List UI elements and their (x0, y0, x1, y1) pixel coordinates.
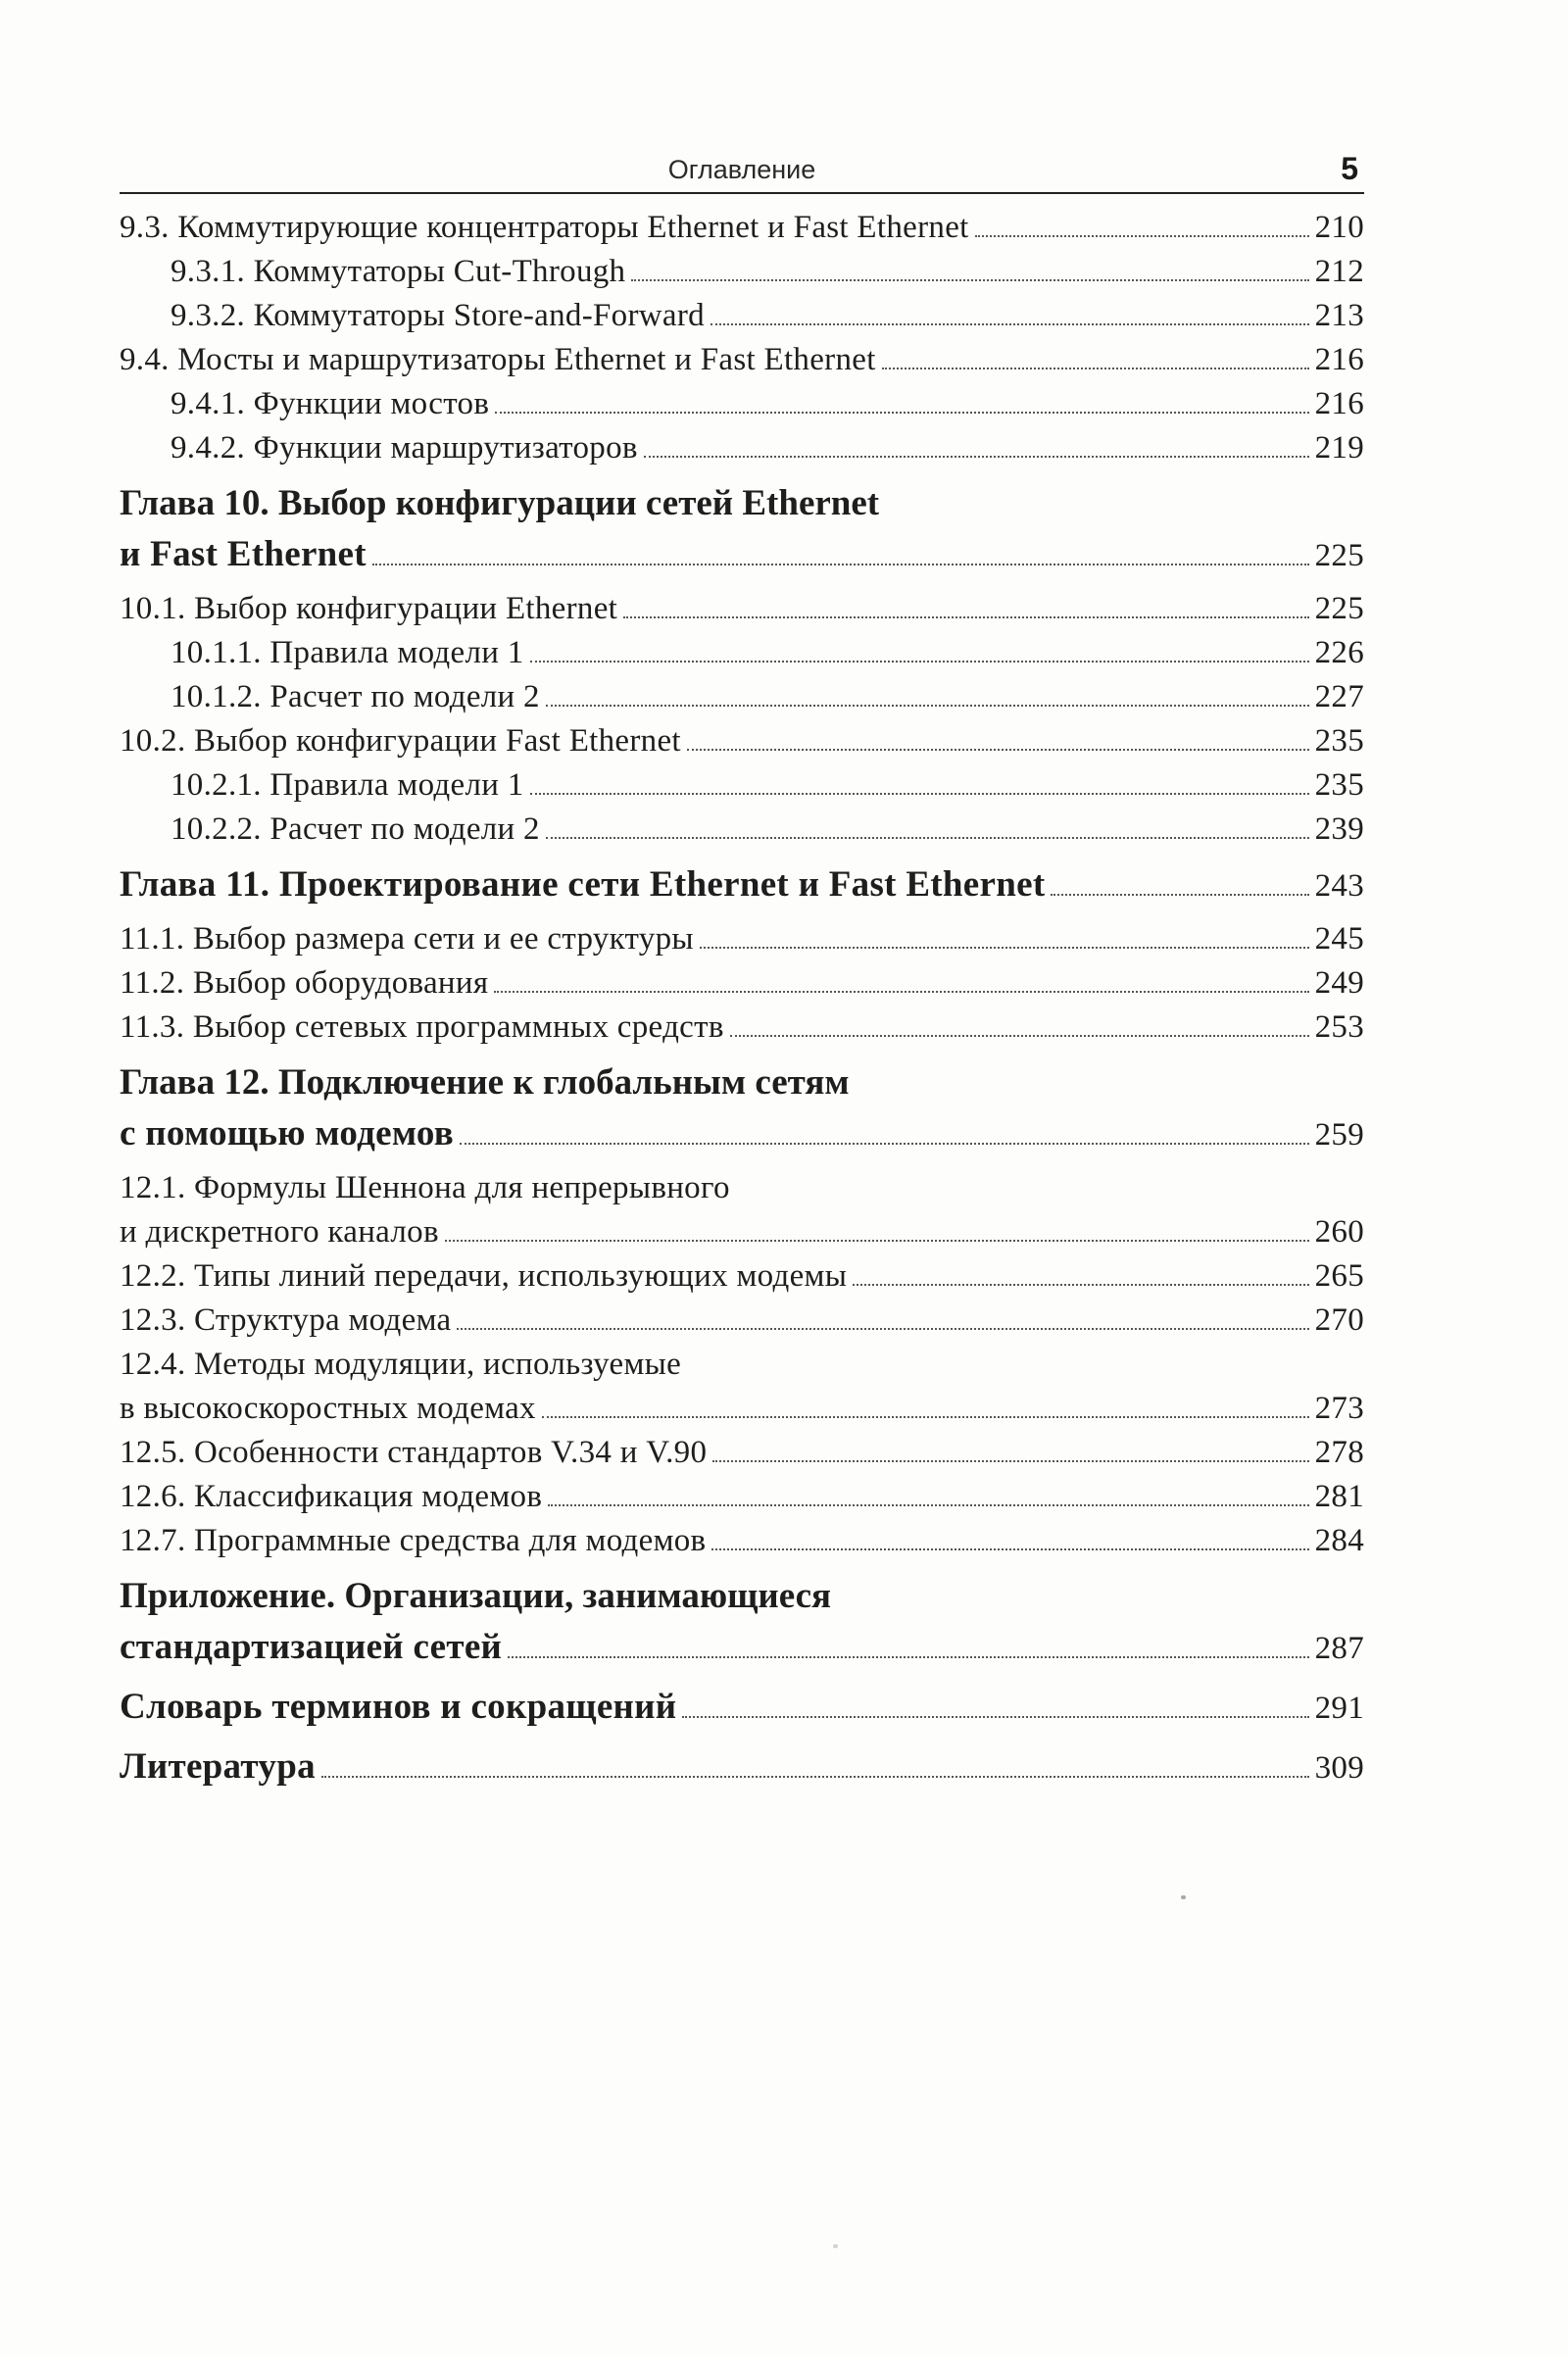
toc-entry-page: 243 (1314, 868, 1364, 904)
toc-entry-label: 12.3. Структура модема (120, 1302, 452, 1338)
toc-entry-label: 10.1. Выбор конфигурации Ethernet (120, 591, 618, 626)
toc-entry[interactable] (120, 382, 1364, 426)
toc-entry[interactable] (120, 338, 1364, 382)
dot-leader (711, 1548, 1308, 1550)
toc-entry-page: 287 (1314, 1631, 1364, 1666)
toc-entry-page: 212 (1314, 254, 1364, 289)
toc-chapter-11[interactable] (120, 859, 1364, 911)
scan-speck (833, 2244, 838, 2248)
toc-entry-page: 216 (1314, 386, 1364, 421)
toc-entry-page: 226 (1314, 635, 1364, 670)
chapter-title-line1: Глава 10. Выбор конфигурации сетей Ethernet (120, 483, 880, 523)
dot-leader (687, 749, 1309, 751)
toc-chapter-10[interactable] (120, 478, 1364, 581)
chapter-title-line1: Глава 12. Подключение к глобальным сетям (120, 1062, 850, 1103)
toc-entry-label: 10.1.1. Правила модели 1 (171, 635, 524, 670)
toc-entry-page: 210 (1314, 210, 1364, 245)
toc-entry-label: 10.2. Выбор конфигурации Fast Ethernet (120, 723, 681, 759)
chapter-title-line2-row (120, 1108, 1364, 1160)
toc-entry-page: 309 (1314, 1750, 1364, 1786)
toc-entry-page: 260 (1314, 1214, 1364, 1250)
toc-entry-page: 219 (1314, 430, 1364, 466)
toc-entry[interactable] (120, 1431, 1364, 1475)
toc-entry-label: 9.3.2. Коммутаторы Store-and-Forward (171, 298, 705, 333)
header-page-number: 5 (1341, 151, 1358, 186)
dot-leader (975, 235, 1309, 237)
toc-appendix[interactable] (120, 1571, 1364, 1674)
toc-entry-page: 281 (1314, 1479, 1364, 1514)
appendix-title-line2-row (120, 1622, 1364, 1674)
literature-row (120, 1742, 1364, 1793)
header-title: Оглавление (667, 155, 816, 184)
toc-entry-page: 225 (1314, 591, 1364, 626)
toc-entry[interactable] (120, 1254, 1364, 1299)
toc-entry-label: 11.1. Выбор размера сети и ее структуры (120, 921, 694, 957)
appendix-title-line2: стандартизацией сетей (120, 1627, 503, 1667)
toc-entry-label-line2: в высокоскоростных модемах (120, 1391, 536, 1426)
toc-entry[interactable] (120, 1519, 1364, 1563)
toc-entry-page: 213 (1314, 298, 1364, 333)
dot-leader (321, 1776, 1309, 1778)
dot-leader (710, 323, 1309, 325)
toc-entry-page: 227 (1314, 679, 1364, 714)
dot-leader (445, 1240, 1309, 1242)
toc-entry[interactable] (120, 294, 1364, 338)
glossary-row (120, 1682, 1364, 1734)
dot-leader (548, 1504, 1308, 1506)
chapter-title: Глава 11. Проектирование сети Ethernet и Fast Ethernet (120, 864, 1046, 905)
toc-entry-multiline[interactable] (120, 1166, 1364, 1254)
dot-leader (1051, 894, 1308, 896)
toc-page (120, 137, 1364, 1799)
toc-entry-label: 10.2.1. Правила модели 1 (171, 767, 524, 803)
toc-entry[interactable] (120, 719, 1364, 763)
toc-entry-label-line2: и дискретного каналов (120, 1214, 439, 1250)
toc-entry-line2-row (120, 1387, 1364, 1431)
toc-entry-label: 11.3. Выбор сетевых программных средств (120, 1009, 724, 1045)
dot-leader (460, 1143, 1309, 1145)
toc-entry-label-line1: 12.1. Формулы Шеннона для непрерывного (120, 1170, 730, 1205)
toc-entry[interactable] (120, 631, 1364, 675)
literature-title: Литература (120, 1746, 316, 1787)
toc-entry-page: 235 (1314, 723, 1364, 759)
dot-leader (882, 368, 1309, 369)
dot-leader (546, 837, 1309, 839)
toc-entry-page: 284 (1314, 1523, 1364, 1558)
toc-entry-label: 10.1.2. Расчет по модели 2 (171, 679, 540, 714)
toc-entry[interactable] (120, 917, 1364, 961)
toc-entry-page: 225 (1314, 538, 1364, 573)
toc-entry-label: 9.3. Коммутирующие концентраторы Ethernet и Fast Ethernet (120, 210, 969, 245)
glossary-title: Словарь терминов и сокращений (120, 1687, 677, 1727)
dot-leader (542, 1416, 1309, 1418)
chapter-title-line2-row (120, 529, 1364, 581)
toc-entry[interactable] (120, 250, 1364, 294)
toc-entry-label: 9.4.1. Функции мостов (171, 386, 490, 421)
toc-glossary[interactable] (120, 1682, 1364, 1734)
dot-leader (644, 456, 1309, 458)
dot-leader (730, 1035, 1309, 1037)
chapter-title-row (120, 859, 1364, 911)
chapter-title-line2: с помощью модемов (120, 1113, 454, 1153)
toc-entry-page: 249 (1314, 965, 1364, 1001)
table-of-contents (120, 206, 1364, 1793)
toc-entry-page: 239 (1314, 811, 1364, 847)
appendix-title-line1: Приложение. Организации, занимающиеся (120, 1576, 832, 1616)
dot-leader (623, 616, 1308, 618)
dot-leader (530, 793, 1309, 795)
toc-entry-page: 253 (1314, 1009, 1364, 1045)
toc-entry-multiline[interactable] (120, 1343, 1364, 1431)
toc-literature[interactable] (120, 1742, 1364, 1793)
dot-leader (712, 1460, 1308, 1462)
dot-leader (372, 564, 1309, 565)
dot-leader (495, 412, 1308, 414)
toc-entry-label: 10.2.2. Расчет по модели 2 (171, 811, 540, 847)
dot-leader (682, 1716, 1308, 1718)
dot-leader (546, 705, 1309, 707)
toc-entry-page: 245 (1314, 921, 1364, 957)
dot-leader (457, 1328, 1308, 1330)
toc-entry-label: 9.4.2. Функции маршрутизаторов (171, 430, 638, 466)
toc-entry[interactable] (120, 763, 1364, 808)
toc-entry-label: 12.7. Программные средства для модемов (120, 1523, 707, 1558)
toc-entry-page: 270 (1314, 1302, 1364, 1338)
toc-entry[interactable] (120, 1006, 1364, 1050)
toc-entry[interactable] (120, 961, 1364, 1006)
toc-entry-line2-row (120, 1210, 1364, 1254)
toc-chapter-12[interactable] (120, 1057, 1364, 1160)
toc-entry-page: 265 (1314, 1258, 1364, 1294)
toc-entry[interactable] (120, 206, 1364, 250)
toc-entry-label: 12.6. Классификация модемов (120, 1479, 543, 1514)
toc-entry[interactable] (120, 1475, 1364, 1519)
toc-entry-page: 216 (1314, 342, 1364, 377)
toc-entry[interactable] (120, 675, 1364, 719)
toc-entry-page: 278 (1314, 1435, 1364, 1470)
scan-speck (1181, 1895, 1186, 1899)
toc-entry-label-line1: 12.4. Методы модуляции, используемые (120, 1347, 682, 1382)
toc-entry-label: 9.3.1. Коммутаторы Cut-Through (171, 254, 626, 289)
dot-leader (631, 279, 1308, 281)
toc-entry-page: 273 (1314, 1391, 1364, 1426)
running-header (120, 137, 1364, 194)
dot-leader (530, 661, 1309, 663)
toc-entry[interactable] (120, 587, 1364, 631)
toc-entry-page: 235 (1314, 767, 1364, 803)
toc-entry-page: 291 (1314, 1691, 1364, 1726)
toc-entry[interactable] (120, 1299, 1364, 1343)
toc-entry-label: 9.4. Мосты и маршрутизаторы Ethernet и Fast Ethernet (120, 342, 876, 377)
dot-leader (700, 947, 1309, 949)
toc-entry-page: 259 (1314, 1117, 1364, 1153)
dot-leader (494, 991, 1308, 993)
toc-entry-label: 12.2. Типы линий передачи, использующих модемы (120, 1258, 848, 1294)
dot-leader (508, 1656, 1308, 1658)
toc-entry[interactable] (120, 808, 1364, 852)
dot-leader (853, 1284, 1308, 1286)
toc-entry-label: 11.2. Выбор оборудования (120, 965, 489, 1001)
toc-entry[interactable] (120, 426, 1364, 470)
chapter-title-line2: и Fast Ethernet (120, 534, 367, 574)
toc-entry-label: 12.5. Особенности стандартов V.34 и V.90 (120, 1435, 708, 1470)
